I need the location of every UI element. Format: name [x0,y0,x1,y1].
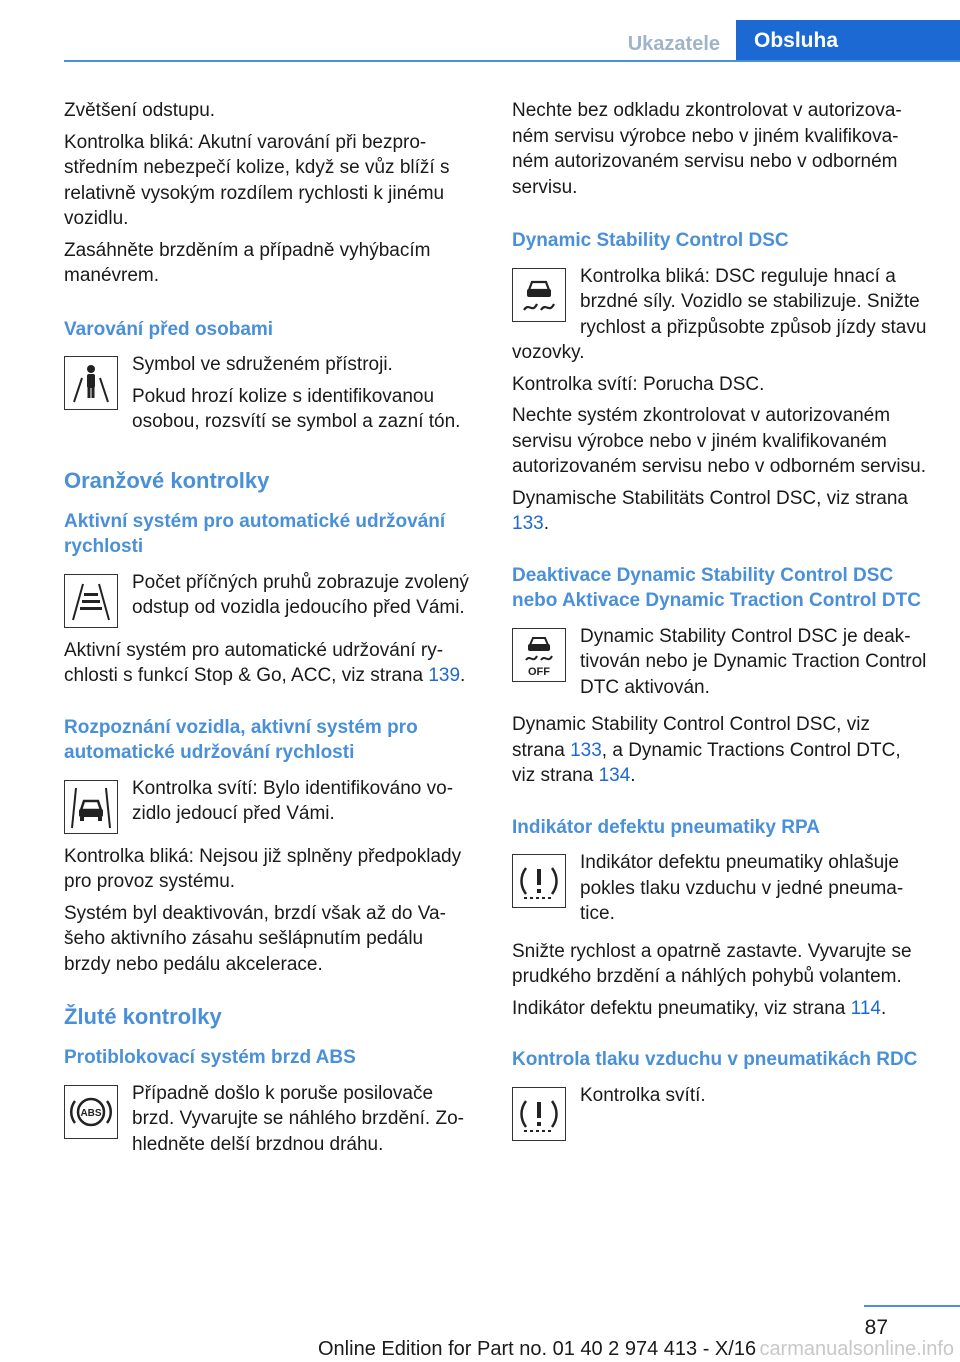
paragraph: Dynamic Stability Control Control DSC, viz strana 133, a Dynamic Tractions Control DTC, viz strana 134. [512,714,901,786]
paragraph: Zasáhněte brzděním a případně vyhýbacím manévrem. [64,239,431,286]
page-link-114[interactable]: 114 [850,997,881,1019]
paragraph: Aktivní systém pro automatické udržování rychlosti s funkcí Stop & Go, ACC, viz strana 139. [64,639,466,686]
footer-divider [864,1305,960,1307]
rdc-block [512,1083,928,1145]
paragraph: Dynamische Stabilitäts Control DSC, viz strana 133. [512,487,908,534]
abs-icon-text: ABS [80,1107,102,1119]
paragraph: Kontrolka svítí: Bylo identifikováno vozidlo jedoucí před Vámi. [132,777,454,824]
paragraph: Nechte bez odkladu zkontrolovat v autorizovaném servisu výrobce nebo v jiném kvalifikovaném autorizovaném servisu nebo v odborném servisu. [512,100,902,198]
abs-icon [64,1085,118,1139]
heading-dsc: Dynamic Stability Control DSC [512,230,789,251]
paragraph: Dynamic Stability Control DSC je deaktivován nebo je Dynamic Traction Control DTC aktivován. [580,625,927,698]
paragraph: Kontrolka svítí: Porucha DSC. [512,373,765,395]
heading-dtc: Deaktivace Dynamic Stability Control DSC nebo Aktivace Dynamic Traction Control DTC [512,564,921,611]
pedestrian-warning-icon [64,356,118,410]
tab-obsluha[interactable]: Obsluha [736,20,960,62]
right-column [512,98,928,1151]
dsc-skid-icon [512,268,566,322]
heading-rdc: Kontrola tlaku vzduchu v pneumatikách RDC [512,1049,918,1070]
heading-persons-warning: Varování před osobami [64,318,274,340]
vehicle-ahead-icon [64,780,118,834]
paragraph: Indikátor defektu pneumatiky, viz strana 114. [512,997,887,1019]
paragraph: Kontrolka bliká: Akutní varování při bezprostředním nebezpečí kolize, když se vůz blíží s relativně vysokým rozdílem rychlosti k jinému vozidlu. [64,131,450,229]
paragraph: Kontrolka bliká: Nejsou již splněny předpoklady pro provoz systému. [64,845,462,892]
tab-ukazatele[interactable]: Ukazatele [627,33,720,55]
paragraph: Případně došlo k poruše posilovače brzd. Vyvarujte se náhlého brzdění. Zohledněte delší brzdnou dráhu. [132,1082,464,1155]
tire-pressure-warning-icon [512,854,566,908]
page-link-139[interactable]: 139 [428,665,461,686]
paragraph: Snižte rychlost a opatrně zastavte. Vyvarujte se prudkého brzdění a náhlých pohybů volantem. [512,940,912,987]
paragraph: Indikátor defektu pneumatiky ohlašuje pokles tlaku vzduchu v jedné pneumatice. [580,852,904,924]
page-link-133[interactable]: 133 [570,739,602,761]
dtc-block [512,624,928,707]
dsc-block [512,264,928,366]
tire-pressure-monitor-icon [512,1087,566,1141]
edition-footer: Online Edition for Part no. 01 40 2 974 413 - X/16 [318,1338,757,1360]
rpa-block [512,850,928,933]
page-link-133[interactable]: 133 [512,513,544,534]
distance-bars-icon [64,574,118,628]
abs-block [64,1081,474,1164]
paragraph: Zvětšení odstupu. [64,100,216,121]
paragraph: Počet příčných pruhů zobrazuje zvolený odstup od vozidla jedoucího před Vámi. [132,571,469,618]
paragraph: Nechte systém zkontrolovat v autorizovaném servisu výrobce nebo v jiném kvalifikovaném autorizovaném servisu nebo v odborném servisu. [512,405,926,477]
page-link-134[interactable]: 134 [598,765,631,786]
heading-vehicle-detection: Rozpoznání vozidla, aktivní systém pro automatické udržování rychlosti [64,716,418,763]
heading-orange-lights: Oranžové kontrolky [64,467,270,493]
off-icon-text: OFF [528,665,550,678]
vehicle-detection-block [64,776,474,838]
header-divider [64,60,960,62]
paragraph: Kontrolka svítí. [580,1084,706,1106]
dsc-off-icon [512,628,566,682]
paragraph: Pokud hrozí kolize s identifikovanou osobou, rozsvítí se symbol a zazní tón. [132,385,461,432]
page-header [0,0,960,62]
paragraph: Kontrolka bliká: DSC reguluje hnací a brzdné síly. Vozidlo se stabilizuje. Snižte rychlost a přizpůsobte způsob jízdy stavu vozovky. [512,265,927,363]
heading-abs: Protiblokovací systém brzd ABS [64,1047,356,1068]
watermark: carmanualsonline.info [759,1338,954,1360]
left-column [64,98,474,1169]
page-number: 87 [864,1316,888,1339]
heading-acc: Aktivní systém pro automatické udržování rychlosti [64,510,446,557]
persons-warning-block [64,352,474,441]
acc-block [64,570,474,632]
heading-yellow-lights: Žluté kontrolky [64,1004,222,1029]
paragraph: Symbol ve sdruženém přístroji. [132,354,393,375]
paragraph: Systém byl deaktivován, brzdí však až do Vašeho aktivního zásahu sešlápnutím pedálu brzdy nebo pedálu akcelerace. [64,902,446,975]
heading-rpa: Indikátor defektu pneumatiky RPA [512,816,820,838]
